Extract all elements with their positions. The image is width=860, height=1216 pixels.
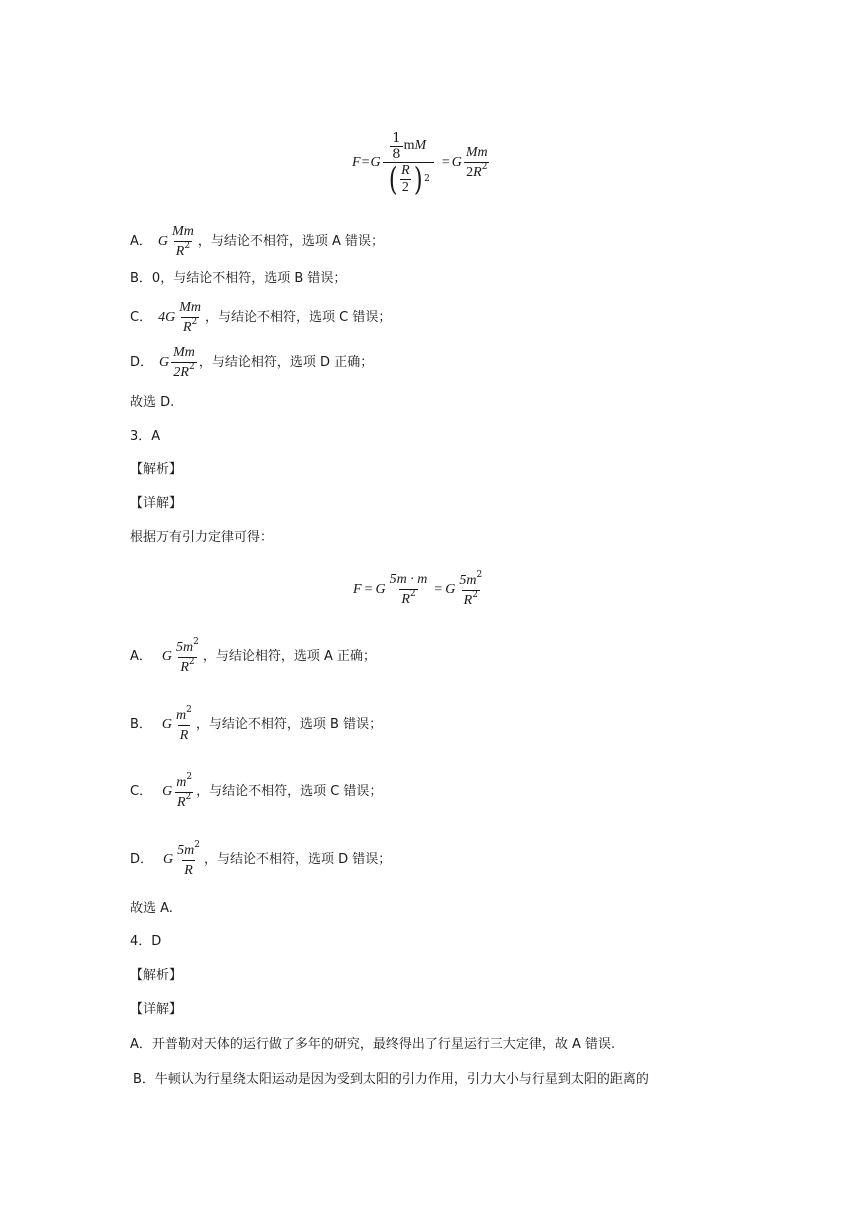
q3-detail-heading: 【详解】 — [130, 496, 183, 511]
r-over-two-fraction: $\frac{R}{2}$ — [401, 162, 410, 195]
q3-analysis-heading: 【解析】 — [130, 462, 183, 477]
q4-line-b: B．牛顿认为行星绕太阳运动是因为受到太阳的引力作用，引力大小与行星到太阳的距离的 — [133, 1072, 649, 1087]
q3-option-d: D． G $\frac{5m^2}{R}$ ，与结论不相符，选项 D 错误； — [130, 839, 392, 878]
q4-analysis-heading: 【解析】 — [130, 968, 183, 983]
q3-option-c: C． G $\frac{m^2}{R^2}$ ，与结论不相符，选项 C 错误； — [130, 771, 383, 810]
q3-formula: F = G $\frac{5m \cdot m}{R^2}$ = G $\frac{5m^2}{R^2}$ — [353, 569, 483, 608]
q3-answer: 3．A — [130, 429, 161, 444]
q3-conclusion: 故选 A. — [130, 901, 173, 916]
q2-formula: F = G $\frac{1}{8}$ m M ( $\frac{R}{2}$ ) 2 = G $\frac{Mm}{2R^2}$ — [352, 130, 488, 198]
q3-option-b: B． G $\frac{m^2}{R}$ ，与结论不相符，选项 B 错误； — [130, 704, 383, 743]
formula-equals: = — [361, 155, 370, 170]
q2-option-d: D． G $\frac{Mm}{2R^2}$ ，与结论相符，选项 D 正确； — [130, 345, 374, 380]
one-eighth-fraction: $\frac{1}{8}$ — [392, 130, 401, 162]
formula-lhs: F — [352, 155, 361, 170]
formula-g: G — [370, 155, 381, 170]
q4-detail-heading: 【详解】 — [130, 1002, 183, 1017]
q4-answer: 4．D — [130, 934, 162, 949]
q2-option-b: B．0， 与结论不相符，选项 B 错误； — [130, 271, 347, 286]
q2-option-a: A． G $\frac{Mm}{R^2}$ ，与结论不相符，选项 A 错误； — [130, 224, 384, 259]
q2-option-c: C． 4G $\frac{Mm}{R^2}$ ，与结论不相符，选项 C 错误； — [130, 300, 392, 335]
formula-rhs-fraction: $\frac{Mm}{2R^2}$ — [465, 145, 488, 180]
formula-big-fraction: $\frac{1}{8}$ m M ( $\frac{R}{2}$ ) 2 — [383, 131, 434, 196]
q4-line-a: A．开普勒对天体的运行做了多年的研究，最终得出了行星运行三大定律，故 A 错误. — [130, 1037, 616, 1052]
q3-option-a: A． G $\frac{5m^2}{R^2}$ ，与结论相符，选项 A 正确； — [130, 636, 377, 675]
q3-intro: 根据万有引力定律可得： — [130, 530, 274, 545]
formula-equals-2: = — [441, 155, 450, 170]
q2-conclusion: 故选 D. — [130, 395, 175, 410]
